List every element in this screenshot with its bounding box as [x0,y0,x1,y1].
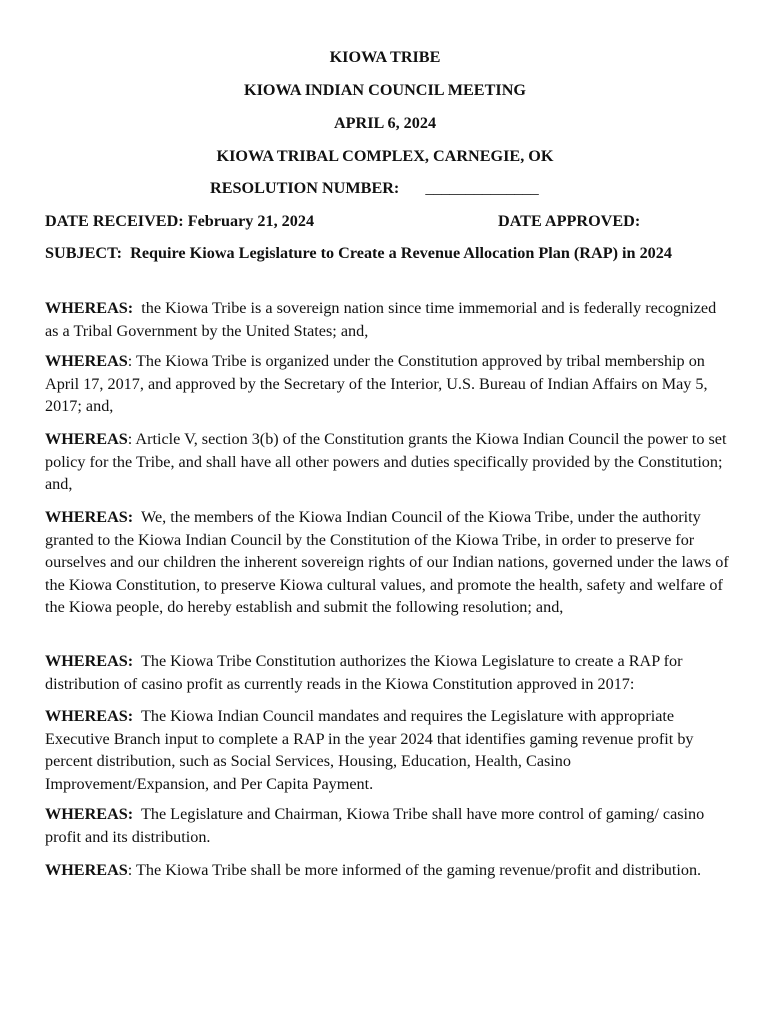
date-received: DATE RECEIVED: February 21, 2024 [45,212,315,230]
whereas-text: : The Kiowa Tribe is organized under the Constitution approved by tribal membership on April 17, 2017, and approved by the Secretary of the Interior, U.S. Bureau of Indian Affairs on May 5, 2017; and, [45,352,708,415]
meeting-date-heading: APRIL 6, 2024 [333,114,437,132]
resolution-number-line [210,177,539,200]
whereas-text: The Legislature and Chairman, Kiowa Tribe shall have more control of gaming/ casino profit and its distribution. [45,805,705,846]
subject-text: Require Kiowa Legislature to Create a Revenue Allocation Plan (RAP) in 2024 [130,244,672,262]
date-row [45,210,745,233]
whereas-label: WHEREAS [45,861,128,879]
whereas-text: : Article V, section 3(b) of the Constitution grants the Kiowa Indian Council the power to set policy for the Tribe, and shall have all other powers and duties specifically provided by the Constitution; and, [45,430,727,493]
whereas-paragraph [45,428,733,496]
whereas-text: The Kiowa Tribe Constitution authorizes the Kiowa Legislature to create a RAP for distribution of casino profit as currently reads in the Kiowa Constitution approved in 2017: [45,652,683,693]
whereas-label: WHEREAS [45,430,128,448]
whereas-label: WHEREAS: [45,707,134,725]
resolution-number-blank: ______________ [425,179,539,197]
whereas-text: We, the members of the Kiowa Indian Council of the Kiowa Tribe, under the authority granted to the Kiowa Indian Council by the Constitution of the Kiowa Tribe, in order to preserve for ourselves and our children the inherent sovereign rights of our Indian nations, governed under the laws of the Kiowa Constitution, to preserve Kiowa cultural values, and promote the health, safety and welfare of the Kiowa people, do hereby establish and submit the following resolution; and, [45,508,729,616]
meeting-location-heading: KIOWA TRIBAL COMPLEX, CARNEGIE, OK [216,147,554,165]
whereas-label: WHEREAS: [45,508,134,526]
meeting-title-heading: KIOWA INDIAN COUNCIL MEETING [244,81,526,99]
whereas-paragraph [45,803,733,848]
subject-paragraph [45,242,733,265]
whereas-text: The Kiowa Indian Council mandates and requires the Legislature with appropriate Executive Branch input to complete a RAP in the year 2024 that identifies gaming revenue profit by percent distribution, such as Social Services, Housing, Education, Health, Casino Improvement/Expansion, and Per Capita Payment. [45,707,694,793]
whereas-label: WHEREAS: [45,805,134,823]
subject-label: SUBJECT: [45,244,123,262]
whereas-paragraph [45,350,733,418]
whereas-paragraph [45,506,733,619]
whereas-text: : The Kiowa Tribe shall be more informed of the gaming revenue/profit and distribution. [127,861,702,879]
date-approved: DATE APPROVED: [498,212,641,230]
whereas-label: WHEREAS [45,352,128,370]
resolution-number-label: RESOLUTION NUMBER: [210,179,400,197]
whereas-label: WHEREAS: [45,299,134,317]
tribe-name-heading: KIOWA TRIBE [329,48,441,66]
whereas-paragraph [45,650,733,695]
whereas-label: WHEREAS: [45,652,134,670]
whereas-paragraph [45,705,733,795]
whereas-text: the Kiowa Tribe is a sovereign nation since time immemorial and is federally recognized as a Tribal Government by the United States; and, [45,299,717,340]
whereas-paragraph [45,859,733,882]
whereas-paragraph [45,297,733,342]
